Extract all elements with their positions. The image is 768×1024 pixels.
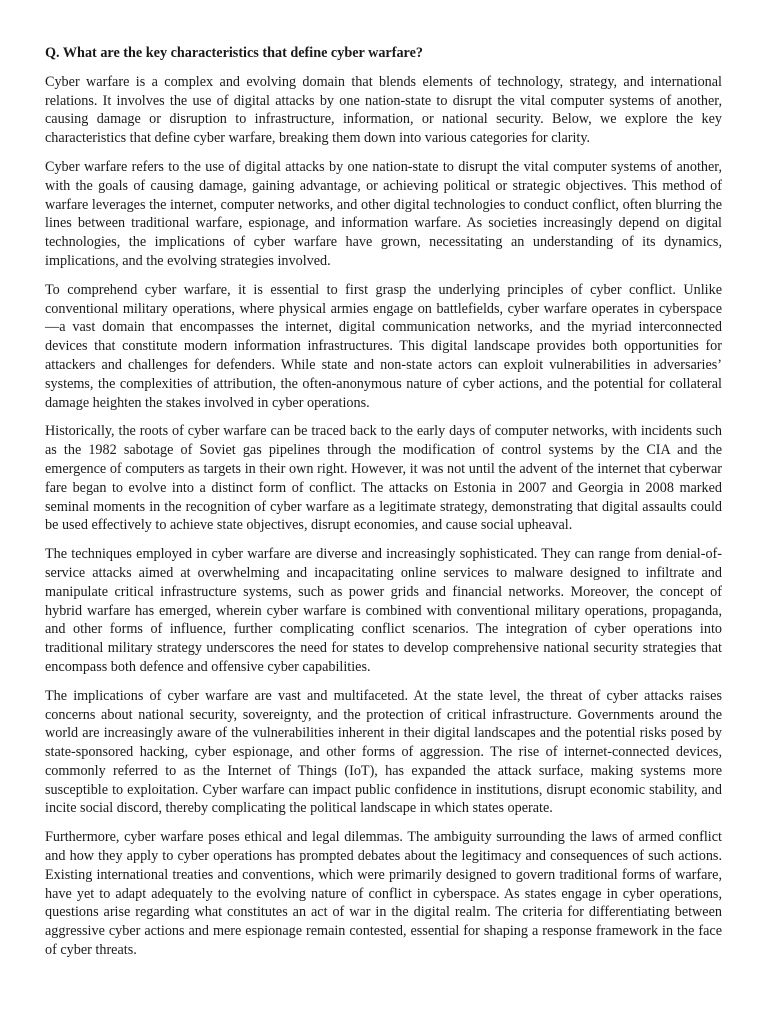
- paragraph-7: Furthermore, cyber warfare poses ethical and legal dilemmas. The ambiguity surrounding the laws of armed conflict and how they apply to cyber operations has prompted debates about the legitimacy and consequences of such actions. Existing international treaties and conventions, which were primarily designed to govern traditional forms of warfare, have yet to adapt adequately to the evolving nature of conflict in cyberspace. As states engage in cyber operations, questions arise regarding what constitutes an act of war in the digital realm. The criteria for differentiating between aggressive cyber actions and mere espionage remain contested, essential for shaping a response framework in the face of cyber threats.: [45, 829, 722, 959]
- paragraph-4: Historically, the roots of cyber warfare can be traced back to the early days of computer networks, with incidents such as the 1982 sabotage of Soviet gas pipelines through the modification of control systems by the CIA and the emergence of computers as targets in their own right. However, it was not until the advent of the internet that cyberwar fare began to evolve into a distinct form of conflict. The attacks on Estonia in 2007 and Georgia in 2008 marked seminal moments in the recognition of cyber warfare as a legitimate strategy, demonstrating that digital assaults could be used effectively to achieve state objectives, disrupt economies, and cause social upheaval.: [45, 423, 722, 534]
- question-heading: Q. What are the key characteristics that define cyber warfare?: [45, 45, 423, 61]
- paragraph-1: Cyber warfare is a complex and evolving domain that blends elements of technology, strategy, and international relations. It involves the use of digital attacks by one nation-state to disrupt the vital computer systems of another, causing damage or disruption to infrastructure, information, or national security. Below, we explore the key characteristics that define cyber warfare, breaking them down into various categories for clarity.: [45, 73, 722, 147]
- document-page: [45, 44, 722, 970]
- paragraph-3: To comprehend cyber warfare, it is essential to first grasp the underlying principles of cyber conflict. Unlike conventional military operations, where physical armies engage on battlefields, cyber warfare operates in cyberspace—a vast domain that encompasses the internet, digital communication networks, and the myriad interconnected devices that constitute modern information infrastructures. This digital landscape provides both opportunities for attackers and challenges for defenders. While state and non-state actors can exploit vulnerabilities in adversaries’ systems, the complexities of attribution, the often-anonymous nature of cyber actions, and the potential for collateral damage heighten the stakes involved in cyber operations.: [45, 281, 722, 411]
- paragraph-2: Cyber warfare refers to the use of digital attacks by one nation-state to disrupt the vital computer systems of another, with the goals of causing damage, gaining advantage, or achieving political or strategic objectives. This method of warfare leverages the internet, computer networks, and other digital technologies to conduct conflict, often blurring the lines between traditional warfare, espionage, and information warfare. As societies increasingly depend on digital technologies, the implications of cyber warfare have grown, necessitating an understanding of its dynamics, implications, and the evolving strategies involved.: [45, 158, 722, 269]
- paragraph-6: The implications of cyber warfare are vast and multifaceted. At the state level, the threat of cyber attacks raises concerns about national security, sovereignty, and the protection of critical infrastructure. Governments around the world are increasingly aware of the vulnerabilities inherent in their digital landscapes and the potential risks posed by state-sponsored hacking, cyber espionage, and other forms of aggression. The rise of internet-connected devices, commonly referred to as the Internet of Things (IoT), has expanded the attack surface, making systems more susceptible to exploitation. Cyber warfare can impact public confidence in institutions, disrupt economic stability, and incite social discord, thereby complicating the political landscape in which states operate.: [45, 687, 722, 817]
- paragraph-5: The techniques employed in cyber warfare are diverse and increasingly sophisticated. They can range from denial-of-service attacks aimed at overwhelming and incapacitating online services to malware designed to infiltrate and manipulate critical infrastructure systems, such as power grids and financial networks. Moreover, the concept of hybrid warfare has emerged, wherein cyber warfare is combined with conventional military operations, propaganda, and other forms of influence, further complicating conflict scenarios. The integration of cyber operations into traditional military strategy underscores the need for states to develop comprehensive national security strategies that encompass both defence and offensive cyber capabilities.: [45, 546, 722, 675]
